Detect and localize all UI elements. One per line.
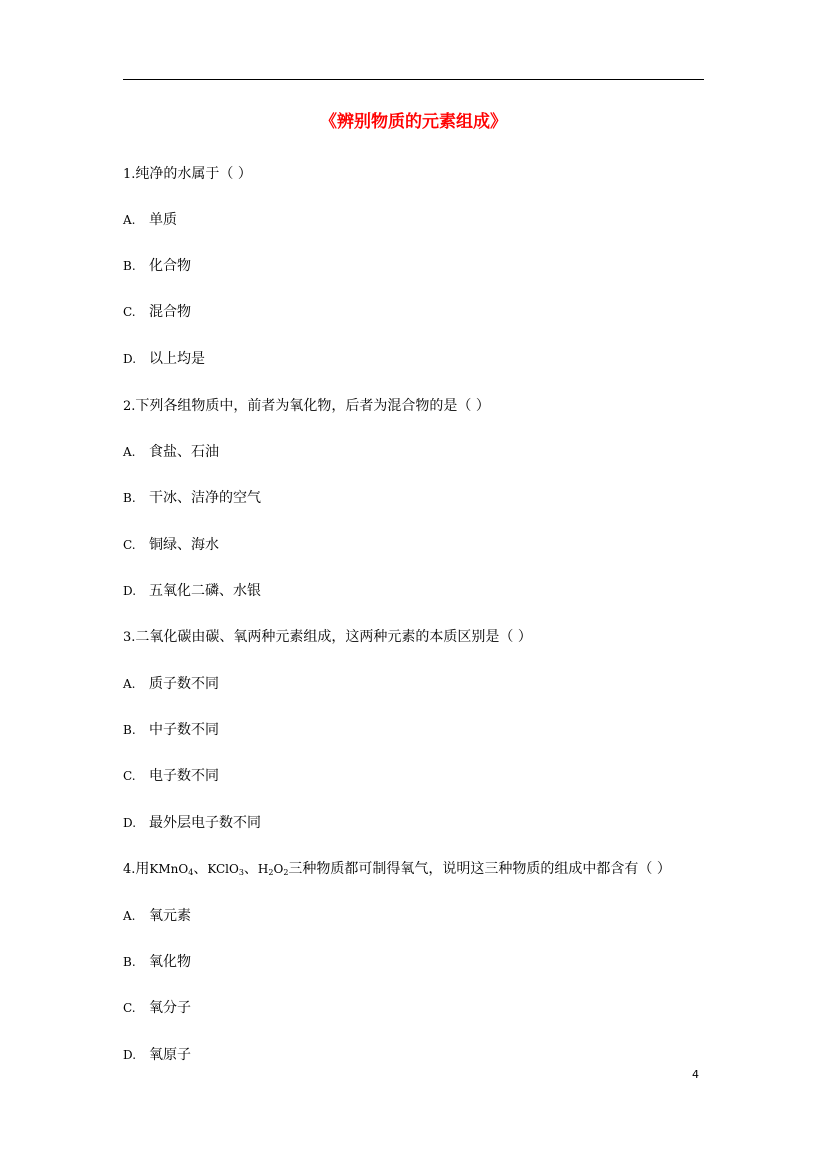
option-text: 五氧化二磷、水银 bbox=[149, 583, 261, 599]
option-letter: D. bbox=[123, 584, 137, 598]
option-letter: C. bbox=[123, 538, 136, 552]
question-number: 2. bbox=[123, 399, 136, 414]
option-letter: D. bbox=[123, 1048, 137, 1062]
question-4-option-d bbox=[123, 1045, 191, 1065]
option-text: 氧原子 bbox=[149, 1047, 191, 1063]
question-text: 下列各组物质中，前者为氧化物，后者为混合物的是（ ） bbox=[135, 398, 490, 414]
question-1-option-d bbox=[123, 349, 205, 369]
option-letter: B. bbox=[123, 491, 136, 505]
option-text: 单质 bbox=[149, 212, 177, 228]
option-text: 氧化物 bbox=[149, 954, 191, 970]
question-number: 1. bbox=[123, 167, 136, 182]
option-letter: D. bbox=[123, 352, 137, 366]
option-letter: D. bbox=[123, 816, 137, 830]
option-text: 混合物 bbox=[149, 304, 191, 320]
option-text: 中子数不同 bbox=[149, 722, 219, 738]
document-title: 《辨别物质的元素组成》 bbox=[320, 112, 507, 132]
question-text-prefix: 用 bbox=[135, 861, 150, 877]
option-letter: A. bbox=[123, 445, 136, 459]
option-text: 干冰、洁净的空气 bbox=[149, 490, 261, 506]
question-4-option-c bbox=[123, 998, 191, 1018]
question-4-stem bbox=[123, 859, 671, 883]
option-text: 氧元素 bbox=[149, 908, 191, 924]
option-letter: A. bbox=[123, 213, 136, 227]
header-rule bbox=[123, 79, 704, 80]
question-3-option-d bbox=[123, 813, 261, 833]
question-2-option-b bbox=[123, 488, 261, 508]
question-number: 3. bbox=[123, 630, 136, 645]
question-2-option-a bbox=[123, 442, 219, 462]
option-text: 电子数不同 bbox=[149, 768, 219, 784]
separator: 、 bbox=[243, 861, 258, 877]
option-letter: B. bbox=[123, 723, 136, 737]
question-text: 纯净的水属于（ ） bbox=[135, 166, 252, 182]
question-text-suffix: 三种物质都可制得氧气，说明这三种物质的组成中都含有（ ） bbox=[288, 861, 671, 877]
formula-kmno4: KMnO$_4$ bbox=[149, 862, 194, 877]
option-text: 以上均是 bbox=[149, 351, 205, 367]
question-2-option-d bbox=[123, 581, 261, 601]
option-letter: C. bbox=[123, 1001, 136, 1015]
option-letter: A. bbox=[123, 677, 136, 691]
option-text: 最外层电子数不同 bbox=[149, 815, 261, 831]
question-2-stem bbox=[123, 396, 490, 417]
formula-h2o2: $H_2O_2$ bbox=[257, 862, 289, 877]
question-2-option-c bbox=[123, 535, 219, 555]
question-3-option-b bbox=[123, 720, 219, 740]
formula-kclo3: KClO$_3$ bbox=[207, 862, 244, 877]
option-letter: C. bbox=[123, 305, 136, 319]
option-text: 食盐、石油 bbox=[149, 444, 219, 460]
question-1-option-b bbox=[123, 256, 191, 276]
question-1-option-c bbox=[123, 302, 191, 322]
question-text: 二氧化碳由碳、氧两种元素组成，这两种元素的本质区别是（ ） bbox=[135, 629, 532, 645]
option-text: 化合物 bbox=[149, 258, 191, 274]
question-3-option-c bbox=[123, 766, 219, 786]
option-letter: B. bbox=[123, 955, 136, 969]
option-letter: A. bbox=[123, 909, 136, 923]
option-text: 氧分子 bbox=[149, 1000, 191, 1016]
question-3-stem bbox=[123, 627, 532, 648]
option-text: 铜绿、海水 bbox=[149, 537, 219, 553]
question-1-stem bbox=[123, 164, 252, 185]
separator: 、 bbox=[193, 861, 208, 877]
page-number: 4 bbox=[692, 1068, 699, 1081]
question-1-option-a bbox=[123, 210, 177, 230]
question-number: 4. bbox=[123, 862, 136, 877]
option-text: 质子数不同 bbox=[149, 676, 219, 692]
option-letter: C. bbox=[123, 769, 136, 783]
question-3-option-a bbox=[123, 674, 219, 694]
option-letter: B. bbox=[123, 259, 136, 273]
question-4-option-a bbox=[123, 906, 191, 926]
question-4-option-b bbox=[123, 952, 191, 972]
